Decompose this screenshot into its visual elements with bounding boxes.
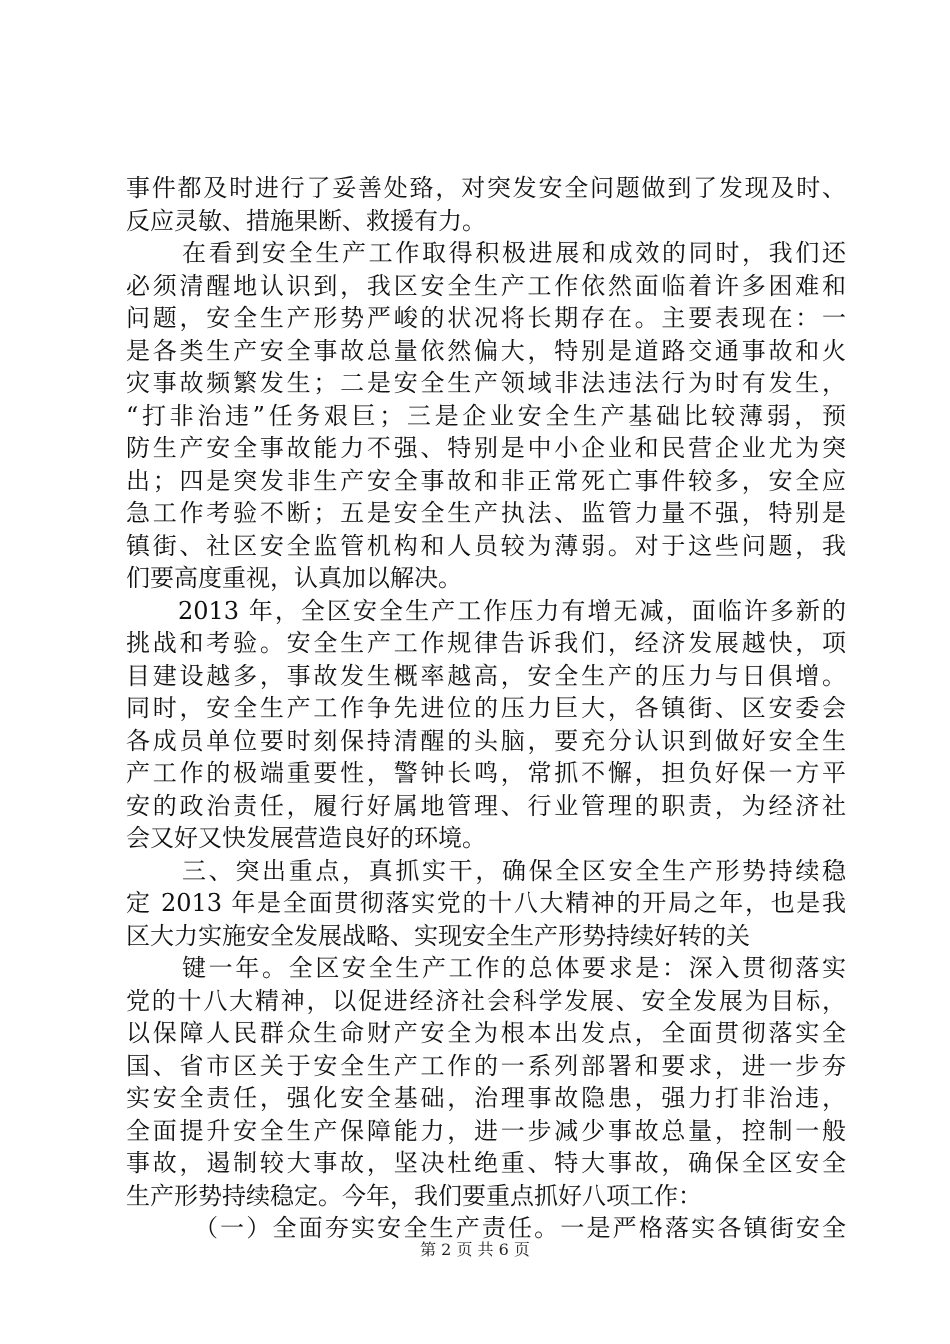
text-line: 镇街、社区安全监管机构和人员较为薄弱。对于这些问题，我 [126, 531, 846, 560]
text-line: 防生产安全事故能力不强、特别是中小企业和民营企业尤为突 [126, 434, 846, 462]
text-line: 以保障人民群众生命财产安全为根本出发点，全面贯彻落实全 [126, 1019, 846, 1047]
text-line: 全面提升安全生产保障能力，进一步减少事故总量，控制一般 [126, 1116, 846, 1145]
text-line: 键一年。全区安全生产工作的总体要求是：深入贯彻落实 [182, 954, 846, 982]
text-line: 定 2013 年是全面贯彻落实党的十八大精神的开局之年，也是我 [126, 889, 846, 917]
text-line: 挑战和考验。安全生产工作规律告诉我们，经济发展越快，项 [126, 629, 846, 657]
text-line: 实安全责任，强化安全基础，治理事故隐患，强力打非治违， [126, 1084, 846, 1112]
text-line: 出；四是突发非生产安全事故和非正常死亡事件较多，安全应 [126, 466, 846, 495]
text-line: 各成员单位要时刻保持清醒的头脑，要充分认识到做好安全生 [126, 726, 846, 755]
text-line: 急工作考验不断；五是安全生产执法、监管力量不强，特别是 [126, 499, 846, 527]
text-line: 区大力实施安全发展战略、实现安全生产形势持续好转的关 [126, 921, 750, 950]
text-line: 同时，安全生产工作争先进位的压力巨大，各镇街、区安委会 [126, 694, 846, 722]
text-line: 生产形势持续稳定。今年，我们要重点抓好八项工作： [126, 1181, 702, 1210]
text-line: 国、省市区关于安全生产工作的一系列部署和要求，进一步夯 [126, 1051, 846, 1080]
page-footer: 第 2 页 共 6 页 [420, 1240, 530, 1259]
text-line: 在看到安全生产工作取得积极进展和成效的同时，我们还 [182, 239, 846, 267]
text-line: 产工作的极端重要性，警钟长鸣，常抓不懈，担负好保一方平 [126, 759, 846, 787]
text-line: 灾事故频繁发生；二是安全生产领域非法违法行为时有发生， [126, 369, 846, 397]
document-body [126, 172, 846, 1245]
text-line: 反应灵敏、措施果断、救援有力。 [126, 206, 486, 235]
text-line: 事故，遏制较大事故，坚决杜绝重、特大事故，确保全区安全 [126, 1149, 846, 1177]
text-line: 事件都及时进行了妥善处臵，对突发安全问题做到了发现及时、 [126, 174, 846, 202]
text-line: 三、突出重点，真抓实干，确保全区安全生产形势持续稳 [182, 856, 846, 885]
text-line: （一）全面夯实安全生产责任。一是严格落实各镇街安全 [194, 1214, 846, 1242]
text-line: 问题，安全生产形势严峻的状况将长期存在。主要表现在：一 [126, 304, 846, 332]
text-line: 是各类生产安全事故总量依然偏大，特别是道路交通事故和火 [126, 336, 846, 365]
text-line: 安的政治责任，履行好属地管理、行业管理的职责，为经济社 [126, 791, 846, 820]
text-line: 2013 年，全区安全生产工作压力有增无减，面临许多新的 [178, 596, 846, 625]
text-line: 目建设越多，事故发生概率越高，安全生产的压力与日俱增。 [126, 661, 846, 690]
text-line: “打非治违”任务艰巨；三是企业安全生产基础比较薄弱，预 [126, 401, 846, 430]
text-line: 会又好又快发展营造良好的环境。 [126, 824, 486, 852]
text-line: 必须清醒地认识到，我区安全生产工作依然面临着许多困难和 [126, 271, 846, 300]
text-line: 党的十八大精神，以促进经济社会科学发展、安全发展为目标， [126, 986, 846, 1015]
text-line: 们要高度重视，认真加以解决。 [126, 564, 462, 592]
